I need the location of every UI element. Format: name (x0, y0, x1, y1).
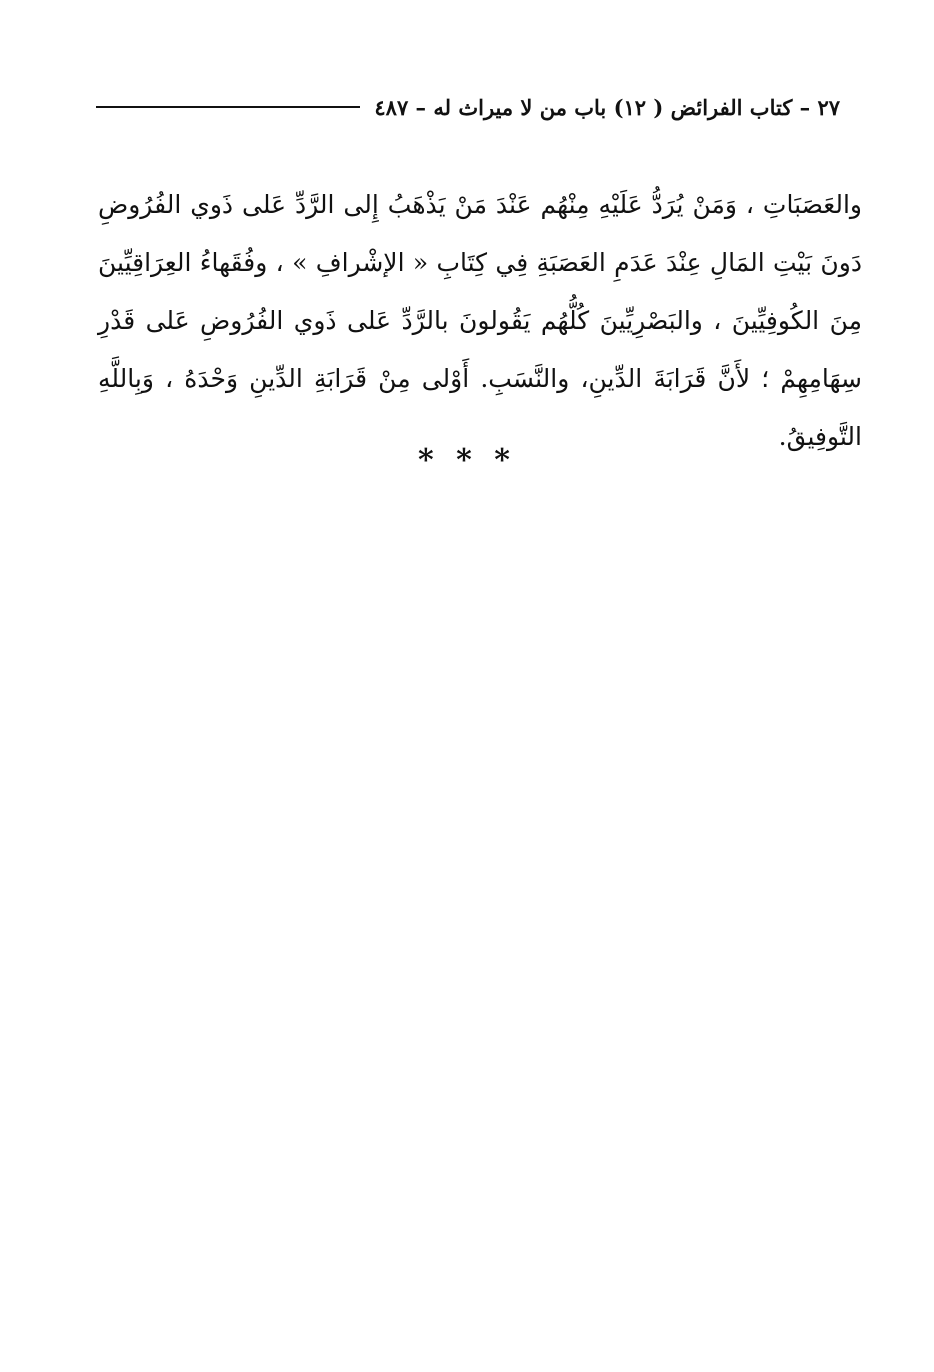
header-rule (96, 106, 360, 108)
header-title: ٢٧ – كتاب الفرائض ( ١٢) باب من لا ميراث له – ٤٨٧ (374, 94, 840, 120)
body-text (98, 176, 862, 466)
section-separator: * * * (418, 443, 516, 478)
running-header (96, 90, 840, 124)
body-paragraph: والعَصَبَاتِ ، وَمَنْ يُرَدُّ عَلَيْهِ مِنْهُم عَنْدَ مَنْ يَذْهَبُ إِلى الرَّدِّ عَلى ذَوي الفُرُوضِ دَونَ بَيْتِ المَالِ عِنْدَ عَدَمِ العَصَبَةِ فِي كِتَابِ « الإشْرافِ » ، وفُقَهاءُ العِرَاقِيِّينَ مِنَ الكُوفِيِّينَ ، والبَصْرِيِّينَ كُلُّهُم يَقُولونَ بالرَّدِّ عَلى ذَوي الفُرُوضِ عَلى قَدْرِ سِهَامِهِمْ ؛ لأَنَّ قَرَابَةَ الدِّينِ، والنَّسَبِ. أَوْلى مِنْ قَرَابَةِ الدِّينِ وَحْدَهُ ، وَبِاللَّهِ التَّوفِيقُ. (98, 190, 862, 451)
